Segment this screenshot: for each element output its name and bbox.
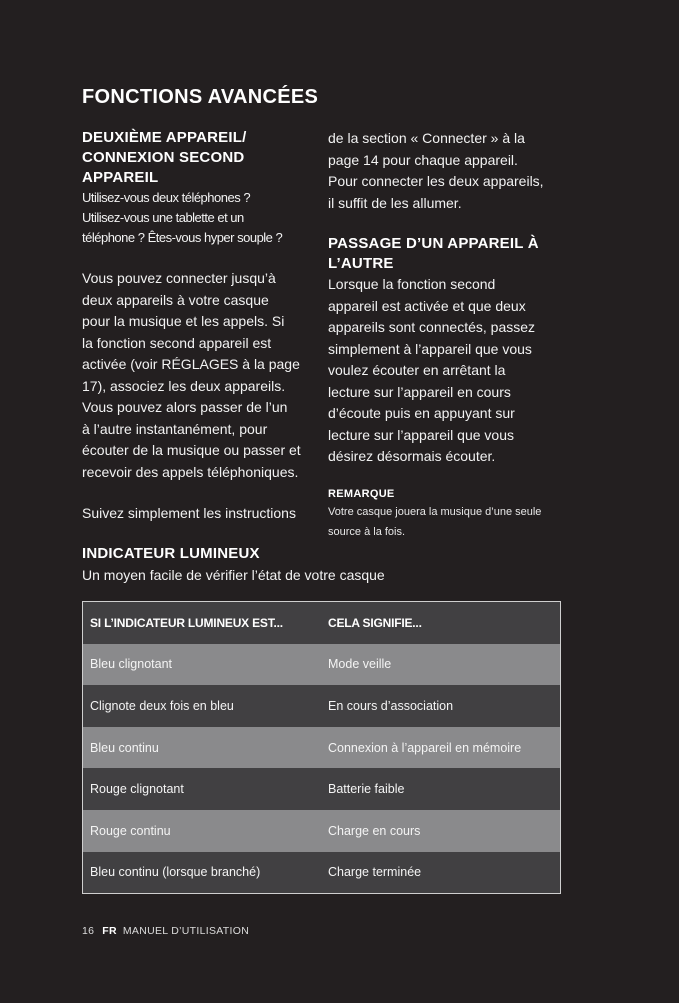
text-line: de la section « Connecter » à la	[328, 130, 525, 146]
text-line: recevoir des appels téléphoniques.	[82, 463, 299, 480]
text-line: écouter de la musique ou passer et	[82, 442, 301, 458]
text-line: désirez désormais écouter.	[328, 448, 496, 464]
body-paragraph	[82, 268, 318, 483]
table-row	[83, 768, 560, 810]
text-line: Vous pouvez alors passer de l’un	[82, 399, 288, 415]
note-text	[328, 502, 564, 542]
text-line: voulez écouter en arrêtant la	[328, 362, 506, 378]
left-column	[82, 128, 318, 525]
text-line: source à la fois.	[328, 525, 406, 538]
indicator-table	[82, 601, 561, 894]
text-line: Vous pouvez connecter jusqu’à	[82, 270, 276, 286]
language-code: FR	[102, 925, 117, 937]
intro-paragraph	[82, 188, 318, 248]
heading-line: DEUXIÈME APPAREIL/	[82, 129, 247, 146]
heading-line: CONNEXION SECOND	[82, 149, 245, 166]
text-line: à l’autre instantanément, pour	[82, 420, 268, 437]
heading-line: PASSAGE D’UN APPAREIL À	[328, 235, 539, 252]
text-line: lecture sur l’appareil que vous	[328, 426, 514, 443]
text-line: Utilisez-vous deux téléphones ?	[82, 190, 251, 205]
table-row	[83, 685, 560, 727]
heading-line: L’AUTRE	[328, 255, 394, 272]
table-cell: Bleu clignotant	[90, 657, 173, 672]
table-header-cell: SI L’INDICATEUR LUMINEUX EST...	[90, 615, 283, 630]
text-line: Lorsque la fonction second	[328, 276, 496, 292]
table-cell: Charge terminée	[328, 865, 422, 880]
text-line: 17), associez les deux appareils.	[82, 377, 286, 394]
page-title: FONCTIONS AVANCÉES	[82, 86, 319, 108]
note-label: REMARQUE	[328, 487, 395, 500]
table-cell: Rouge clignotant	[90, 782, 184, 797]
text-line: Utilisez-vous une tablette et un	[82, 210, 244, 225]
continued-paragraph	[328, 128, 564, 214]
table-cell: Connexion à l’appareil en mémoire	[328, 740, 522, 755]
second-device-heading	[82, 128, 318, 188]
text-line: il suffit de les allumer.	[328, 194, 462, 211]
text-line: appareil est activée et que deux	[328, 297, 526, 314]
table-cell: Clignote deux fois en bleu	[90, 698, 234, 713]
text-line: Votre casque jouera la musique d’une seule	[328, 505, 542, 518]
table-row	[83, 852, 560, 894]
table-cell: Bleu continu	[90, 740, 159, 755]
text-line: appareils sont connectés, passez	[328, 319, 536, 335]
text-line: la fonction second appareil est	[82, 334, 272, 351]
manual-label: MANUEL D’UTILISATION	[122, 925, 250, 937]
table-row	[83, 644, 560, 686]
page-footer	[82, 925, 249, 937]
text-line: lecture sur l’appareil en cours	[328, 383, 511, 400]
table-header-row	[83, 602, 560, 644]
table-cell: Charge en cours	[328, 823, 421, 838]
switch-device-heading	[328, 234, 564, 274]
text-line: page 14 pour chaque appareil.	[328, 151, 518, 168]
text-line: deux appareils à votre casque	[82, 291, 269, 308]
page-number: 16	[82, 925, 95, 937]
indicator-title: INDICATEUR LUMINEUX	[82, 545, 260, 562]
table-cell: Rouge continu	[90, 823, 171, 838]
indicator-subtitle: Un moyen facile de vérifier l’état de votre casque	[82, 567, 385, 583]
table-cell: Bleu continu (lorsque branché)	[90, 865, 261, 880]
right-column	[328, 128, 564, 542]
table-cell: En cours d’association	[328, 698, 454, 713]
table-row	[83, 727, 560, 769]
table-cell: Mode veille	[328, 657, 392, 672]
heading-line: APPAREIL	[82, 169, 159, 186]
table-cell: Batterie faible	[328, 782, 405, 797]
table-row	[83, 810, 560, 852]
body-paragraph-2	[82, 503, 318, 525]
text-line: activée (voir RÉGLAGES à la page	[82, 356, 300, 372]
text-line: d’écoute puis en appuyant sur	[328, 405, 515, 421]
text-line: simplement à l’appareil que vous	[328, 340, 532, 357]
text-line: pour la musique et les appels. Si	[82, 313, 285, 329]
text-line: téléphone ? Êtes-vous hyper souple ?	[82, 230, 283, 245]
table-header-cell: CELA SIGNIFIE...	[328, 615, 422, 630]
text-line: Pour connecter les deux appareils,	[328, 173, 544, 189]
text-line: Suivez simplement les instructions	[82, 505, 296, 521]
switch-device-paragraph	[328, 274, 564, 468]
